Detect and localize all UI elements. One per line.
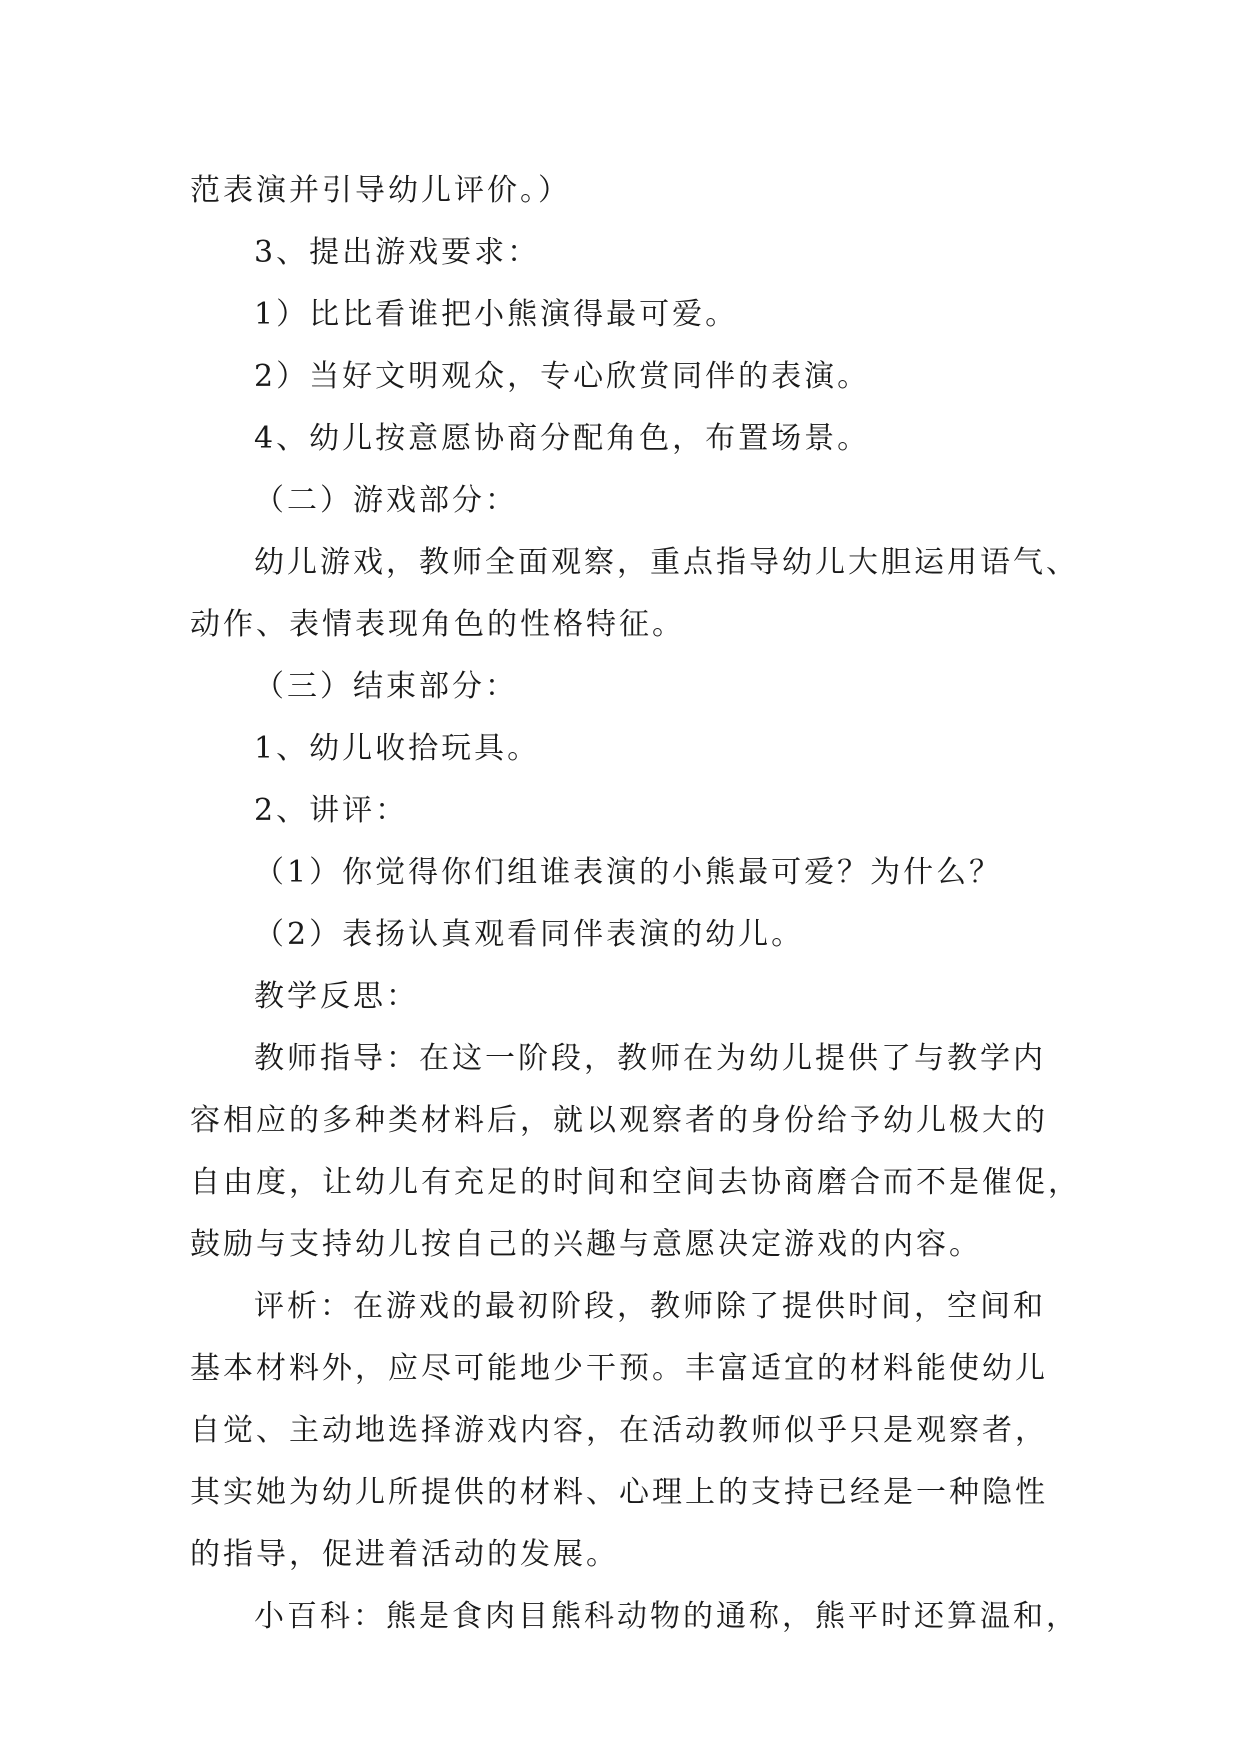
text-line: 1）比比看谁把小熊演得最可爱。 [254, 297, 739, 332]
text-line: 基本材料外，应尽可能地少干预。丰富适宜的材料能使幼儿 [190, 1351, 1048, 1386]
text-line: （2）表扬认真观看同伴表演的幼儿。 [254, 917, 805, 952]
text-line: 1、幼儿收拾玩具。 [254, 731, 541, 766]
text-line: 其实她为幼儿所提供的材料、心理上的支持已经是一种隐性 [190, 1475, 1048, 1510]
text-line: 教师指导：在这一阶段，教师在为幼儿提供了与教学内 [254, 1041, 1046, 1076]
text-line: 鼓励与支持幼儿按自己的兴趣与意愿决定游戏的内容。 [190, 1227, 982, 1262]
text-line: 动作、表情表现角色的性格特征。 [190, 607, 685, 642]
text-line: 2）当好文明观众，专心欣赏同伴的表演。 [254, 359, 871, 394]
text-line: 幼儿游戏，教师全面观察，重点指导幼儿大胆运用语气、 [254, 545, 1079, 580]
text-line: 3、提出游戏要求： [254, 235, 541, 270]
text-line: 自觉、主动地选择游戏内容，在活动教师似乎只是观察者， [190, 1413, 1048, 1448]
text-line: 评析：在游戏的最初阶段，教师除了提供时间，空间和 [254, 1289, 1046, 1324]
text-line: （1）你觉得你们组谁表演的小熊最可爱？为什么？ [254, 855, 1003, 890]
text-line: 4、幼儿按意愿协商分配角色，布置场景。 [254, 421, 871, 456]
section-heading: 教学反思： [254, 979, 419, 1014]
section-heading: （三）结束部分： [254, 669, 518, 704]
text-line: 小百科：熊是食肉目熊科动物的通称，熊平时还算温和， [254, 1599, 1079, 1634]
document-page [190, 160, 1081, 1648]
text-line: 范表演并引导幼儿评价。） [190, 173, 571, 208]
section-heading: （二）游戏部分： [254, 483, 518, 518]
text-line: 容相应的多种类材料后，就以观察者的身份给予幼儿极大的 [190, 1103, 1048, 1138]
text-line: 2、讲评： [254, 793, 409, 828]
text-line: 的指导，促进着活动的发展。 [190, 1537, 619, 1572]
text-line: 自由度，让幼儿有充足的时间和空间去协商磨合而不是催促， [190, 1165, 1081, 1200]
